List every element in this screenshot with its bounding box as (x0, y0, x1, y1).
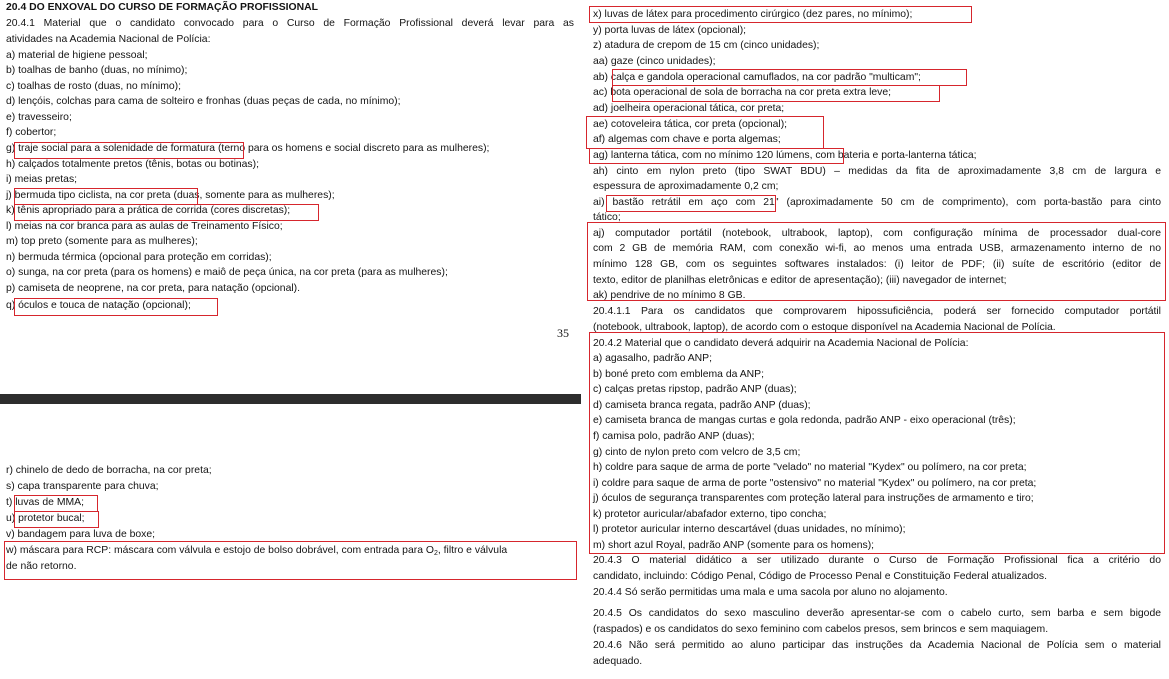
list-item: g) cinto de nylon preto com velcro de 3,5 cm; (593, 447, 801, 458)
list-item: b) toalhas de banho (duas, no mínimo); (6, 65, 188, 76)
highlight-box (612, 85, 940, 102)
highlight-box (4, 541, 577, 580)
list-item: c) calças pretas ripstop, padrão ANP (duas); (593, 384, 797, 395)
section-title: 20.4 DO ENXOVAL DO CURSO DE FORMAÇÃO PROFISSIONAL (6, 2, 318, 13)
w-subscript: 2 (433, 550, 438, 557)
list-item: c) toalhas de rosto (duas, no mínimo); (6, 81, 181, 92)
list-item: a) material de higiene pessoal; (6, 50, 148, 61)
list-item: x) luvas de látex para procedimento cirúrgico (dez pares, no mínimo); (593, 9, 913, 20)
paragraph-line: (notebook, ultrabook, laptop), de acordo com o estoque disponível na Academia Nacional de Polícia. (593, 322, 1056, 333)
highlight-box (606, 195, 776, 212)
list-item: d) lençóis, colchas para cama de solteiro e fronhas (duas peças de cada, no mínimo); (6, 96, 401, 107)
list-item: r) chinelo de dedo de borracha, na cor preta; (6, 465, 212, 476)
list-item: e) travesseiro; (6, 112, 72, 123)
list-item: ad) joelheira operacional tática, cor preta; (593, 103, 785, 114)
list-item: k) protetor auricular/abafador externo, tipo concha; (593, 509, 827, 520)
paragraph-line: candidato, incluindo: Código Penal, Código de Processo Penal e Constituição Federal atualizados. (593, 571, 1048, 582)
list-item: q) óculos e touca de natação (opcional); (6, 300, 191, 311)
list-item: h) coldre para saque de arma de porte "velado" no material "Kydex" ou polímero, na cor preta; (593, 462, 1027, 473)
list-item: l) protetor auricular interno descartável (duas unidades, no mínimo); (593, 524, 906, 535)
list-item: f) camisa polo, padrão ANP (duas); (593, 431, 755, 442)
list-item: l) meias na cor branca para as aulas de Treinamento Físico; (6, 221, 283, 232)
highlight-box (14, 511, 99, 528)
list-item: z) atadura de crepom de 15 cm (cinco unidades); (593, 40, 820, 51)
highlight-box (14, 495, 98, 512)
list-item: i) coldre para saque de arma de porte "ostensivo" no material "Kydex" ou polímero, na cor preta; (593, 478, 1037, 489)
highlight-box (586, 116, 824, 149)
list-item-cont: mínimo 128 GB, com os seguintes softwares instalados: (i) leitor de PDF; (ii) suíte de escritório (editor de (593, 259, 1161, 270)
w-text: w) máscara para RCP: máscara com válvula e estojo de bolso dobrável, com entrada para O (6, 545, 434, 556)
subsection-heading: 20.4.2 Material que o candidato deverá adquirir na Academia Nacional de Polícia: (593, 338, 969, 349)
list-item: u) protetor bucal; (6, 513, 85, 524)
highlight-box (589, 148, 844, 164)
list-item-cont: tático; (593, 212, 621, 223)
list-item: f) cobertor; (6, 127, 57, 138)
list-item-cont: espessura de aproximadamente 0,2 cm; (593, 181, 779, 192)
highlight-box (587, 222, 1166, 301)
list-item: ae) cotoveleira tática, cor preta (opcional); (593, 119, 788, 130)
list-item: n) bermuda térmica (opcional para proteção em corridas); (6, 252, 272, 263)
list-item: p) camiseta de neoprene, na cor preta, para natação (opcional). (6, 283, 301, 294)
page-break-bar (0, 394, 581, 404)
list-item: ak) pendrive de no mínimo 8 GB. (593, 290, 746, 301)
list-item-cont: com 2 GB de memória RAM, com conexão wi-fi, ao menos uma entrada USB, armazenamento interno de no (593, 243, 1161, 254)
list-item: j) bermuda tipo ciclista, na cor preta (duas, somente para as mulheres); (6, 190, 335, 201)
list-item: ah) cinto em nylon preto (tipo SWAT BDU) – medidas da fita de aproximadamente 3,8 cm de largura e (593, 166, 1161, 177)
list-item: o) sunga, na cor preta (para os homens) e maiô de peça única, na cor preta (para as mulheres); (6, 267, 448, 278)
list-item: aj) computador portátil (notebook, ultrabook, laptop), com configuração mínima de processador dual-core (593, 228, 1161, 239)
highlight-box (14, 298, 218, 316)
list-item-w-cont: de não retorno. (6, 561, 77, 572)
list-item: ag) lanterna tática, com no mínimo 120 lúmens, com bateria e porta-lanterna tática; (593, 150, 977, 161)
list-item: k) tênis apropriado para a prática de corrida (cores discretas); (6, 205, 291, 216)
paragraph-line: (raspados) e os candidatos do sexo feminino com cabelos presos, sem brincos e sem maquiagem. (593, 624, 1049, 635)
list-item: d) camiseta branca regata, padrão ANP (duas); (593, 400, 811, 411)
paragraph-line: 20.4.1.1 Para os candidatos que comprovarem hipossuficiência, poderá ser fornecido computador portátil (593, 306, 1161, 317)
list-item: af) algemas com chave e porta algemas; (593, 134, 781, 145)
list-item: h) calçados totalmente pretos (tênis, botas ou botinas); (6, 159, 259, 170)
list-item: aa) gaze (cinco unidades); (593, 56, 716, 67)
list-item: i) meias pretas; (6, 174, 78, 185)
intro-line: atividades na Academia Nacional de Polícia: (6, 34, 211, 45)
list-item: j) óculos de segurança transparentes com proteção lateral para instruções de armamento e tiro; (593, 493, 1034, 504)
list-item: ac) bota operacional de sola de borracha na cor preta extra leve; (593, 87, 892, 98)
list-item: y) porta luvas de látex (opcional); (593, 25, 747, 36)
highlight-box (14, 142, 244, 159)
list-item-cont: texto, editor de planilhas eletrônicas e editor de apresentação); (iii) navegador de internet; (593, 275, 1007, 286)
paragraph-line: 20.4.4 Só serão permitidas uma mala e uma sacola por aluno no alojamento. (593, 587, 948, 598)
paragraph-line: 20.4.5 Os candidatos do sexo masculino deverão apresentar-se com o cabelo curto, sem barba e sem bigode (593, 608, 1161, 619)
intro-line: 20.4.1 Material que o candidato convocado para o Curso de Formação Profissional deverá levar para as (6, 18, 574, 29)
list-item: s) capa transparente para chuva; (6, 481, 159, 492)
list-item: t) luvas de MMA; (6, 497, 84, 508)
list-item: ai) bastão retrátil em aço com 21" (aproximadamente 50 cm de comprimento), com porta-bastão para cinto (593, 197, 1161, 208)
highlight-box (612, 69, 967, 86)
paragraph-line: adequado. (593, 656, 643, 667)
highlight-box (589, 332, 1165, 554)
list-item: b) boné preto com emblema da ANP; (593, 369, 764, 380)
list-item: v) bandagem para luva de boxe; (6, 529, 156, 540)
paragraph-line: 20.4.6 Não será permitido ao aluno participar das instruções da Academia Nacional de Polícia sem o material (593, 640, 1161, 651)
list-item: e) camiseta branca de mangas curtas e gola redonda, padrão ANP - eixo operacional (três); (593, 415, 1016, 426)
list-item: a) agasalho, padrão ANP; (593, 353, 712, 364)
highlight-box (589, 6, 972, 23)
list-item: m) short azul Royal, padrão ANP (somente para os homens); (593, 540, 875, 551)
w-text-end: , filtro e válvula (437, 545, 508, 556)
page-number: 35 (557, 326, 569, 340)
list-item: g) traje social para a solenidade de formatura (terno para os homens e social discreto para as mulheres); (6, 143, 490, 154)
list-item: m) top preto (somente para as mulheres); (6, 236, 198, 247)
highlight-box (14, 188, 198, 205)
highlight-box (14, 204, 319, 221)
paragraph-line: 20.4.3 O material didático a ser utilizado durante o Curso de Formação Profissional fica a critério do (593, 555, 1161, 566)
list-item: ab) calça e gandola operacional camuflados, na cor padrão "multicam"; (593, 72, 921, 83)
